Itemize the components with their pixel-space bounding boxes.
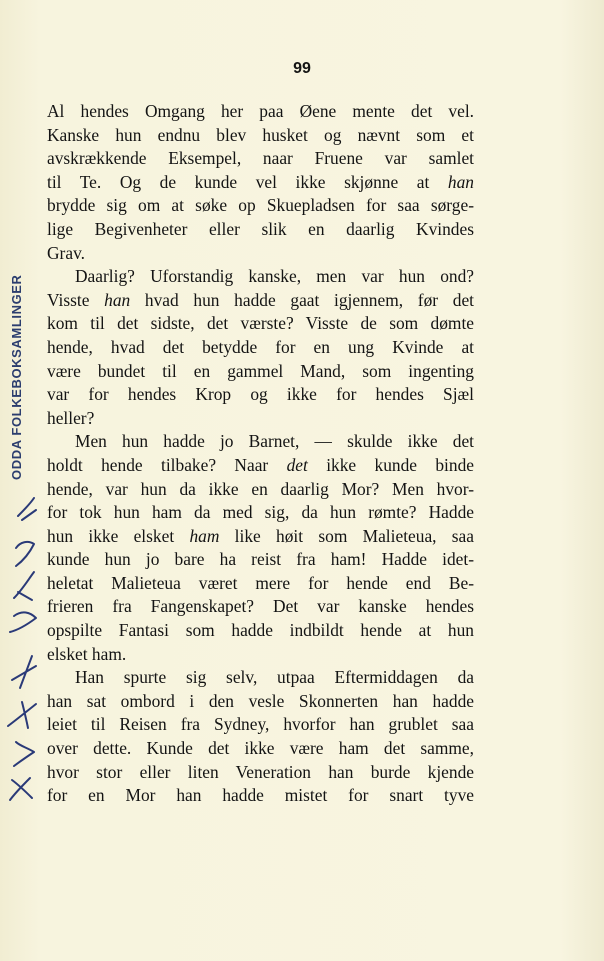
library-stamp-text: ODDA FOLKEBOKSAMLINGER <box>9 274 24 480</box>
text-segment: for en Mor han hadde mistet for snart tyve <box>47 785 474 806</box>
text-line <box>47 478 474 502</box>
text-line <box>47 737 474 761</box>
text-segment: Daarlig? Uforstandig kanske, men var hun ond? <box>75 266 474 287</box>
text-segment: kom til det sidste, det værste? Visste de som dømte <box>47 313 474 334</box>
text-segment: heller? <box>47 407 95 428</box>
text-segment: være bundet til en gammel Mand, som ingenting <box>47 360 474 381</box>
text-segment: frieren fra Fangenskapet? Det var kanske hendes <box>47 596 474 617</box>
text-segment: kunde hun jo bare ha reist fra ham! Hadde idet- <box>47 549 474 570</box>
text-segment: lige Begivenheter eller slik en daarlig Kvindes <box>47 218 474 239</box>
text-segment: Men hun hadde jo Barnet, — skulde ikke det <box>75 431 474 452</box>
text-line <box>47 383 474 407</box>
text-segment: brydde sig om at søke op Skuepladsen for saa sørge- <box>47 195 474 216</box>
text-line <box>47 194 474 218</box>
text-line <box>47 407 474 431</box>
text-segment: like høit som Malieteua, saa <box>219 525 474 546</box>
text-segment: hende, hvad det betydde for en ung Kvinde at <box>47 336 474 357</box>
text-segment: for tok hun ham da med sig, da hun rømte? Hadde <box>47 502 474 523</box>
text-line <box>47 265 474 289</box>
text-line <box>47 643 474 667</box>
text-line <box>47 713 474 737</box>
text-segment: var for hendes Krop og ikke for hendes Sjæl <box>47 384 474 405</box>
text-line <box>47 548 474 572</box>
emphasis-word: han <box>104 289 131 310</box>
text-line <box>47 360 474 384</box>
text-segment: heletat Malieteua været mere for hende end Be- <box>47 572 474 593</box>
text-line <box>47 595 474 619</box>
text-line <box>47 761 474 785</box>
text-line <box>47 147 474 171</box>
text-segment: hun ikke elsket <box>47 525 190 546</box>
handwritten-annotation <box>2 480 46 810</box>
text-segment: hvor stor eller liten Veneration han burde kjende <box>47 761 474 782</box>
text-segment: opspilte Fantasi som hadde indbildt hende at hun <box>47 620 474 641</box>
text-segment: Visste <box>47 289 105 310</box>
library-stamp <box>4 210 26 480</box>
emphasis-word: ham <box>189 525 220 546</box>
text-segment: avskrækkende Eksempel, naar Fruene var samlet <box>47 148 474 169</box>
text-line <box>47 171 474 195</box>
text-line <box>47 218 474 242</box>
page-number: 99 <box>293 60 311 77</box>
page-text <box>47 100 474 808</box>
text-line <box>47 242 474 266</box>
emphasis-word: han <box>447 171 474 192</box>
text-segment: Han spurte sig selv, utpaa Eftermiddagen da <box>75 667 474 688</box>
text-line <box>47 336 474 360</box>
text-line <box>47 289 474 313</box>
text-segment: han sat ombord i den vesle Skonnerten han hadde <box>47 690 474 711</box>
text-line <box>47 690 474 714</box>
text-line <box>47 784 474 808</box>
text-segment: ikke kunde binde <box>307 454 475 475</box>
text-segment: hende, var hun da ikke en daarlig Mor? Men hvor- <box>47 478 474 499</box>
text-line <box>47 501 474 525</box>
text-segment: Al hendes Omgang her paa Øene mente det vel. <box>47 101 474 121</box>
text-line <box>47 100 474 124</box>
text-line <box>47 619 474 643</box>
text-segment: til Te. Og de kunde vel ikke skjønne at <box>47 171 448 192</box>
emphasis-word: det <box>286 454 308 475</box>
text-segment: Grav. <box>47 242 85 263</box>
text-line <box>47 666 474 690</box>
text-line <box>47 312 474 336</box>
text-line <box>47 124 474 148</box>
text-segment: leiet til Reisen fra Sydney, hvorfor han grublet saa <box>47 714 474 735</box>
text-segment: holdt hende tilbake? Naar <box>47 454 287 475</box>
text-segment: hvad hun hadde gaat igjennem, før det <box>130 289 474 310</box>
text-line <box>47 430 474 454</box>
text-line <box>47 525 474 549</box>
text-segment: elsket ham. <box>47 643 127 664</box>
text-line <box>47 572 474 596</box>
text-segment: Kanske hun endnu blev husket og nævnt som et <box>47 124 474 145</box>
text-line <box>47 454 474 478</box>
text-segment: over dette. Kunde det ikke være ham det samme, <box>47 738 474 759</box>
